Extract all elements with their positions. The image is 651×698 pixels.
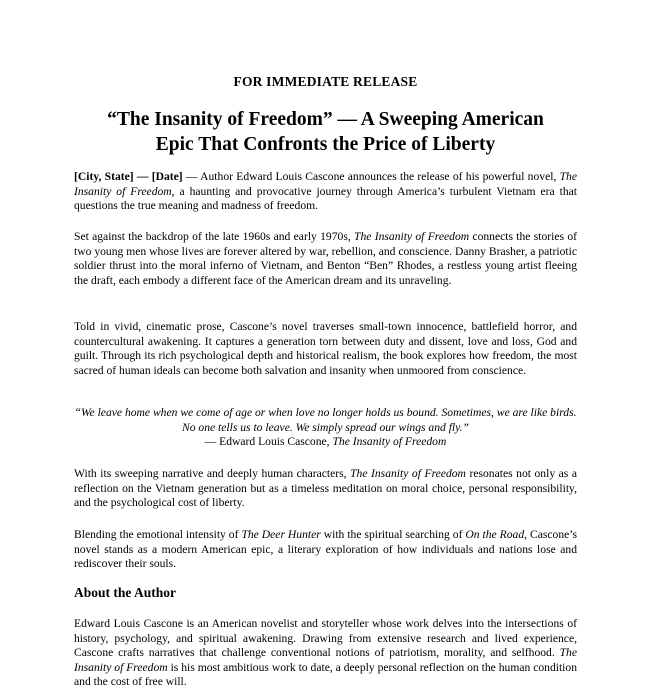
comparison-paragraph xyxy=(74,528,577,572)
resonance-paragraph xyxy=(74,467,577,511)
intro-text-a: — Author Edward Louis Cascone announces the release of his powerful novel, xyxy=(182,170,560,183)
road-title: On the Road xyxy=(465,528,525,541)
book-title: The Insanity of Freedom xyxy=(74,170,577,198)
comparison-text-b: with the spiritual searching of xyxy=(320,528,466,541)
book-title: The Insanity of Freedom xyxy=(354,230,470,243)
book-title: The Insanity of Freedom xyxy=(350,467,466,480)
setting-paragraph xyxy=(74,230,577,288)
comparison-text-c: , Cascone’s novel stands as a modern American epic, a literary exploration of how individuals and nations lose and rediscover their souls. xyxy=(74,528,578,571)
about-text-b: is his most ambitious work to date, a deeply personal reflection on the human condition and the cost of free will. xyxy=(74,660,578,689)
headline-line-1: “The Insanity of Freedom” — A Sweeping American xyxy=(107,109,544,130)
headline-line-2: Epic That Confronts the Price of Liberty xyxy=(155,134,496,155)
intro-paragraph xyxy=(74,170,577,214)
author-quote xyxy=(74,406,577,450)
quote-text: “We leave home when we come of age or when love no longer holds us bound. Sometimes, we are like birds. No one tells us to leave. We simply spread our wings and fly.” xyxy=(74,406,577,434)
quote-attribution xyxy=(74,435,577,450)
attribution-author: — Edward Louis Cascone, xyxy=(204,435,333,449)
comparison-text-a: Blending the emotional intensity of xyxy=(74,528,242,541)
resonance-text-b: resonates not only as a reflection on the Vietnam generation but as a timeless meditation on moral choice, personal responsibility, and the psychological cost of liberty. xyxy=(74,467,578,510)
about-author-heading: About the Author xyxy=(74,585,177,600)
about-text-a: Edward Louis Cascone is an American novelist and storyteller whose work delves into the intersections of history, psychology, and spiritual awakening. Drawing from extensive research and lived experience, Cascone crafts narratives that challenge conventional notions of patriotism, morality, and selfhood. xyxy=(74,617,577,660)
about-author-paragraph xyxy=(74,617,577,690)
release-label: FOR IMMEDIATE RELEASE xyxy=(233,74,418,89)
film-title: The Deer Hunter xyxy=(241,528,321,541)
setting-text-a: Set against the backdrop of the late 1960s and early 1970s, xyxy=(74,230,355,243)
headline xyxy=(74,107,577,157)
intro-text-b: , a haunting and provocative journey through America’s turbulent Vietnam era that questions the true meaning and madness of freedom. xyxy=(74,184,577,213)
prose-paragraph: Told in vivid, cinematic prose, Cascone’s novel traverses small-town innocence, battlefield horror, and countercultural awakening. It captures a generation torn between duty and dissent, love and loss, God and guilt. Through its rich psychological depth and historical realism, the book explores how freedom, the most sacred of human ideals can become both salvation and insanity when unmoored from conscience. xyxy=(74,320,577,377)
dateline: [City, State] — [Date] xyxy=(74,170,183,183)
setting-text-b: connects the stories of two young men whose lives are forever altered by war, rebellion, and conscience. Danny Brasher, a patriotic soldier thrust into the moral inferno of Vietnam, and Benton “Ben” Rhodes, a restless young artist fleeing the draft, each embody a different face of the American dream and its unraveling. xyxy=(74,230,577,287)
book-title: The Insanity of Freedom xyxy=(74,646,577,674)
attribution-book-title: The Insanity of Freedom xyxy=(332,435,447,449)
resonance-text-a: With its sweeping narrative and deeply human characters, xyxy=(74,467,351,480)
